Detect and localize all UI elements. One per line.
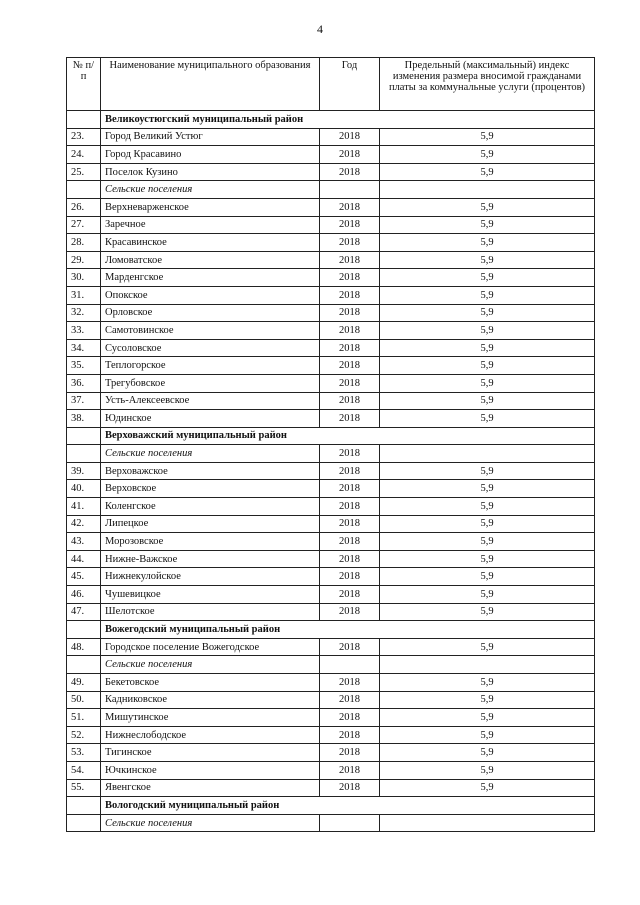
municipality-name: Верховажское — [101, 462, 320, 480]
year-cell: 2018 — [320, 744, 380, 762]
municipality-name: Тигинское — [101, 744, 320, 762]
row-number: 31. — [67, 286, 101, 304]
row-number: 45. — [67, 568, 101, 586]
table-row — [67, 322, 595, 340]
index-cell — [380, 181, 595, 199]
row-number: 32. — [67, 304, 101, 322]
row-number-cell — [67, 111, 101, 129]
municipality-name: Город Великий Устюг — [101, 128, 320, 146]
row-number: 24. — [67, 146, 101, 164]
index-cell: 5,9 — [380, 146, 595, 164]
municipality-name: Чушевицкое — [101, 586, 320, 604]
year-cell: 2018 — [320, 339, 380, 357]
year-cell: 2018 — [320, 198, 380, 216]
index-cell: 5,9 — [380, 128, 595, 146]
row-number: 48. — [67, 638, 101, 656]
index-cell: 5,9 — [380, 726, 595, 744]
table-row — [67, 339, 595, 357]
index-cell: 5,9 — [380, 761, 595, 779]
year-cell: 2018 — [320, 674, 380, 692]
table-row — [67, 761, 595, 779]
index-cell: 5,9 — [380, 286, 595, 304]
year-cell: 2018 — [320, 779, 380, 797]
year-cell: 2018 — [320, 410, 380, 428]
year-cell: 2018 — [320, 304, 380, 322]
municipality-name: Шелотское — [101, 603, 320, 621]
municipality-name: Бекетовское — [101, 674, 320, 692]
table-row — [67, 462, 595, 480]
year-cell: 2018 — [320, 638, 380, 656]
index-cell — [380, 814, 595, 832]
table-row — [67, 498, 595, 516]
municipality-name: Юдинское — [101, 410, 320, 428]
year-cell: 2018 — [320, 709, 380, 727]
year-cell: 2018 — [320, 392, 380, 410]
year-cell — [320, 656, 380, 674]
tariff-index-table — [66, 57, 595, 832]
row-number: 27. — [67, 216, 101, 234]
index-cell: 5,9 — [380, 304, 595, 322]
municipality-name: Поселок Кузино — [101, 163, 320, 181]
index-cell: 5,9 — [380, 638, 595, 656]
index-cell: 5,9 — [380, 691, 595, 709]
year-cell: 2018 — [320, 603, 380, 621]
row-number: 30. — [67, 269, 101, 287]
row-number-cell — [67, 427, 101, 445]
year-cell: 2018 — [320, 515, 380, 533]
year-cell: 2018 — [320, 691, 380, 709]
table-row — [67, 568, 595, 586]
header-municipality-name: Наименование муниципального образования — [101, 58, 320, 111]
row-number: 29. — [67, 251, 101, 269]
year-cell: 2018 — [320, 269, 380, 287]
district-name: Вологодский муниципальный район — [101, 797, 595, 815]
table-row — [67, 709, 595, 727]
subheading-row — [67, 181, 595, 199]
municipality-name: Явенгское — [101, 779, 320, 797]
year-cell — [320, 814, 380, 832]
table-row — [67, 726, 595, 744]
row-number: 46. — [67, 586, 101, 604]
municipality-name: Нижнекулойское — [101, 568, 320, 586]
row-number: 23. — [67, 128, 101, 146]
municipality-name: Кадниковское — [101, 691, 320, 709]
year-cell: 2018 — [320, 568, 380, 586]
row-number: 49. — [67, 674, 101, 692]
year-cell: 2018 — [320, 726, 380, 744]
header-number: № п/п — [67, 58, 101, 111]
row-number: 37. — [67, 392, 101, 410]
subheading-label: Сельские поселения — [101, 814, 320, 832]
table-row — [67, 779, 595, 797]
row-number-cell — [67, 621, 101, 639]
row-number: 25. — [67, 163, 101, 181]
row-number: 26. — [67, 198, 101, 216]
index-cell: 5,9 — [380, 163, 595, 181]
table-row — [67, 216, 595, 234]
district-name: Вожегодский муниципальный район — [101, 621, 595, 639]
municipality-name: Ючкинское — [101, 761, 320, 779]
index-cell: 5,9 — [380, 251, 595, 269]
municipality-name: Коленгское — [101, 498, 320, 516]
municipality-name: Теплогорское — [101, 357, 320, 375]
year-cell: 2018 — [320, 251, 380, 269]
table-row — [67, 357, 595, 375]
index-cell: 5,9 — [380, 515, 595, 533]
table-row — [67, 251, 595, 269]
row-number: 43. — [67, 533, 101, 551]
table-row — [67, 586, 595, 604]
year-cell — [320, 181, 380, 199]
year-cell: 2018 — [320, 128, 380, 146]
table-row — [67, 392, 595, 410]
municipality-name: Сусоловское — [101, 339, 320, 357]
row-number: 39. — [67, 462, 101, 480]
municipality-name: Морозовское — [101, 533, 320, 551]
table-row — [67, 691, 595, 709]
row-number-cell — [67, 181, 101, 199]
row-number-cell — [67, 445, 101, 463]
subheading-row — [67, 656, 595, 674]
year-cell: 2018 — [320, 374, 380, 392]
year-cell: 2018 — [320, 480, 380, 498]
municipality-name: Нижнеслободское — [101, 726, 320, 744]
row-number-cell — [67, 814, 101, 832]
index-cell: 5,9 — [380, 568, 595, 586]
index-cell: 5,9 — [380, 550, 595, 568]
district-row — [67, 621, 595, 639]
year-cell: 2018 — [320, 146, 380, 164]
subheading-label: Сельские поселения — [101, 445, 320, 463]
year-cell: 2018 — [320, 234, 380, 252]
municipality-name: Красавинское — [101, 234, 320, 252]
page-number: 4 — [317, 22, 323, 36]
row-number: 42. — [67, 515, 101, 533]
year-cell: 2018 — [320, 586, 380, 604]
table-row — [67, 744, 595, 762]
row-number: 53. — [67, 744, 101, 762]
index-cell: 5,9 — [380, 674, 595, 692]
year-cell: 2018 — [320, 533, 380, 551]
year-cell: 2018 — [320, 322, 380, 340]
year-cell: 2018 — [320, 357, 380, 375]
municipality-name: Мишутинское — [101, 709, 320, 727]
row-number: 54. — [67, 761, 101, 779]
header-index: Предельный (максимальный) индекс изменения размера вносимой гражданами платы за коммунальные услуги (процентов) — [380, 58, 595, 111]
municipality-name: Нижне-Важское — [101, 550, 320, 568]
municipality-name: Город Красавино — [101, 146, 320, 164]
index-cell: 5,9 — [380, 410, 595, 428]
row-number: 55. — [67, 779, 101, 797]
municipality-name: Орловское — [101, 304, 320, 322]
table-row — [67, 515, 595, 533]
index-cell: 5,9 — [380, 322, 595, 340]
municipality-name: Заречное — [101, 216, 320, 234]
row-number: 34. — [67, 339, 101, 357]
index-cell — [380, 656, 595, 674]
subheading-label: Сельские поселения — [101, 656, 320, 674]
municipality-name: Усть-Алексеевское — [101, 392, 320, 410]
index-cell: 5,9 — [380, 339, 595, 357]
index-cell: 5,9 — [380, 216, 595, 234]
table-row — [67, 269, 595, 287]
table-header — [67, 58, 595, 111]
index-cell: 5,9 — [380, 480, 595, 498]
year-cell: 2018 — [320, 462, 380, 480]
index-cell: 5,9 — [380, 744, 595, 762]
district-name: Великоустюгский муниципальный район — [101, 111, 595, 129]
municipality-name: Самотовинское — [101, 322, 320, 340]
index-cell: 5,9 — [380, 269, 595, 287]
header-year: Год — [320, 58, 380, 111]
subheading-label: Сельские поселения — [101, 181, 320, 199]
year-cell: 2018 — [320, 216, 380, 234]
municipality-name: Липецкое — [101, 515, 320, 533]
municipality-name: Городское поселение Вожегодское — [101, 638, 320, 656]
index-cell: 5,9 — [380, 603, 595, 621]
row-number: 36. — [67, 374, 101, 392]
table-row — [67, 550, 595, 568]
municipality-name: Верховское — [101, 480, 320, 498]
table-row — [67, 603, 595, 621]
table-row — [67, 480, 595, 498]
table-row — [67, 674, 595, 692]
table-row — [67, 146, 595, 164]
row-number: 50. — [67, 691, 101, 709]
row-number: 47. — [67, 603, 101, 621]
table-row — [67, 533, 595, 551]
table-row — [67, 128, 595, 146]
municipality-name: Марденгское — [101, 269, 320, 287]
row-number: 33. — [67, 322, 101, 340]
row-number-cell — [67, 797, 101, 815]
year-cell: 2018 — [320, 761, 380, 779]
index-cell: 5,9 — [380, 586, 595, 604]
index-cell: 5,9 — [380, 462, 595, 480]
table-row — [67, 163, 595, 181]
row-number: 35. — [67, 357, 101, 375]
index-cell: 5,9 — [380, 357, 595, 375]
index-cell: 5,9 — [380, 234, 595, 252]
index-cell — [380, 445, 595, 463]
subheading-row — [67, 445, 595, 463]
year-cell: 2018 — [320, 286, 380, 304]
table-row — [67, 374, 595, 392]
year-cell: 2018 — [320, 445, 380, 463]
index-cell: 5,9 — [380, 392, 595, 410]
row-number-cell — [67, 656, 101, 674]
row-number: 44. — [67, 550, 101, 568]
row-number: 51. — [67, 709, 101, 727]
year-cell: 2018 — [320, 550, 380, 568]
index-cell: 5,9 — [380, 533, 595, 551]
row-number: 52. — [67, 726, 101, 744]
district-row — [67, 111, 595, 129]
table-row — [67, 234, 595, 252]
municipality-name: Трегубовское — [101, 374, 320, 392]
district-row — [67, 427, 595, 445]
subheading-row — [67, 814, 595, 832]
row-number: 38. — [67, 410, 101, 428]
table-row — [67, 304, 595, 322]
table-row — [67, 410, 595, 428]
table-row — [67, 638, 595, 656]
index-cell: 5,9 — [380, 198, 595, 216]
row-number: 41. — [67, 498, 101, 516]
index-cell: 5,9 — [380, 498, 595, 516]
row-number: 40. — [67, 480, 101, 498]
municipality-name: Опокское — [101, 286, 320, 304]
district-row — [67, 797, 595, 815]
table-body — [67, 111, 595, 832]
index-cell: 5,9 — [380, 779, 595, 797]
municipality-name: Ломоватское — [101, 251, 320, 269]
district-name: Верховажский муниципальный район — [101, 427, 595, 445]
year-cell: 2018 — [320, 163, 380, 181]
municipality-name: Верхневарженское — [101, 198, 320, 216]
table-row — [67, 198, 595, 216]
row-number: 28. — [67, 234, 101, 252]
table-row — [67, 286, 595, 304]
index-cell: 5,9 — [380, 709, 595, 727]
year-cell: 2018 — [320, 498, 380, 516]
index-cell: 5,9 — [380, 374, 595, 392]
